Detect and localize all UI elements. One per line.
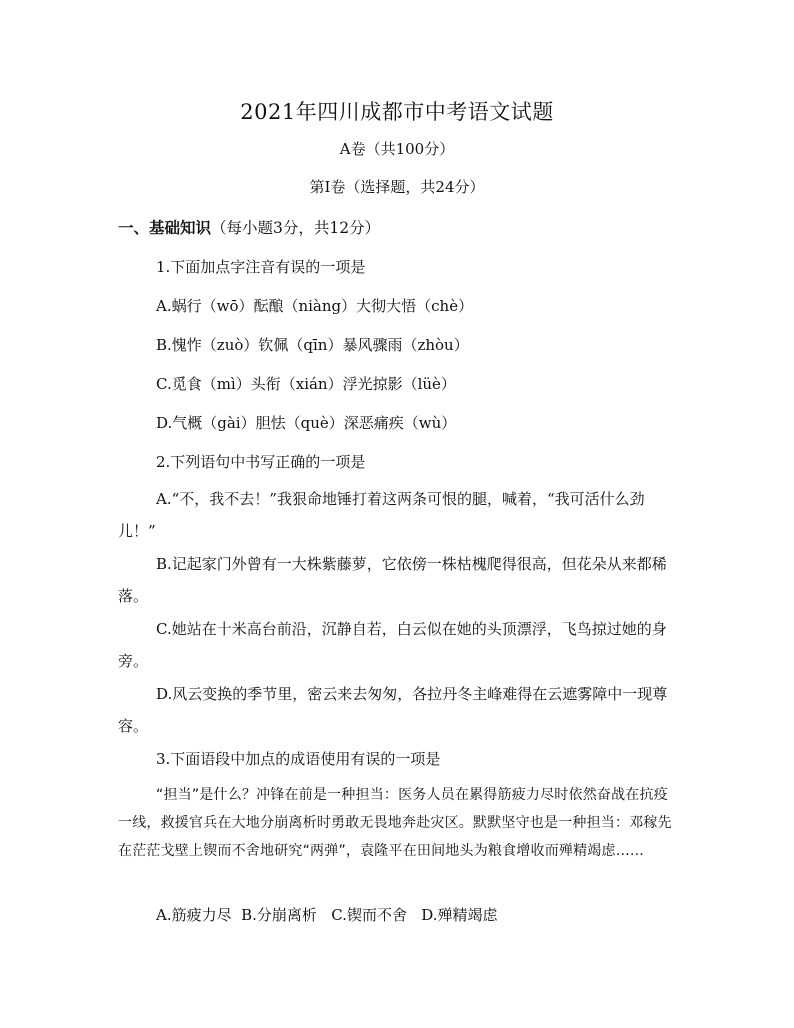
question-1-stem: 1.下面加点字注音有误的一项是: [156, 258, 366, 276]
question-2-option-c: C.她站在十米高台前沿，沉静自若，白云似在她的头顶漂浮，飞鸟掠过她的身旁。: [118, 620, 667, 670]
volume-a-heading: A卷（共100分）: [339, 140, 455, 158]
question-1-option-d: D.气概（gài）胆怯（què）深恶痛疾（wù）: [156, 414, 457, 432]
question-1-option-c: C.觅食（mì）头衔（xián）浮光掠影（lüè）: [156, 375, 456, 393]
section-note: （每小题3分，共12分）: [211, 219, 381, 237]
section-title: 一、基础知识: [118, 218, 212, 237]
question-2-option-b: B.记起家门外曾有一大株紫藤萝，它依傍一株枯槐爬得很高，但花朵从来都稀落。: [118, 555, 667, 605]
question-3-options: A.筋疲力尽 B.分崩离析 C.锲而不舍 D.殚精竭虑: [156, 906, 498, 924]
question-1-option-b: B.愧怍（zuò）钦佩（qīn）暴风骤雨（zhòu）: [156, 336, 469, 354]
question-2-option-a: A.“不，我不去！”我狠命地锤打着这两条可恨的腿，喊着，“我可活什么劲儿！”: [118, 490, 645, 540]
question-3-passage: “担当”是什么？冲锋在前是一种担当：医务人员在累得筋疲力尽时依然奋战在抗疫一线，救援官兵在大地分崩离析时勇敢无畏地奔赴灾区。默默坚守也是一种担当：邓稼先在茫茫戈壁上锲而不舍地研究“两弹”，袁隆平在田间地头为粮食增收而殚精竭虑……: [118, 787, 672, 859]
exam-title: 2021年四川成都市中考语文试题: [240, 100, 554, 124]
question-3-stem: 3.下面语段中加点的成语使用有误的一项是: [156, 750, 441, 768]
question-2-stem: 2.下列语句中书写正确的一项是: [156, 453, 366, 471]
question-2-option-d: D.风云变换的季节里，密云来去匆匆，各拉丹冬主峰难得在云遮雾障中一现尊容。: [118, 685, 668, 735]
part-one-heading: 第I卷（选择题，共24分）: [309, 178, 485, 196]
question-1-option-a: A.蜗行（wō）酝酿（niàng）大彻大悟（chè）: [156, 297, 474, 315]
section-heading: [118, 216, 380, 238]
